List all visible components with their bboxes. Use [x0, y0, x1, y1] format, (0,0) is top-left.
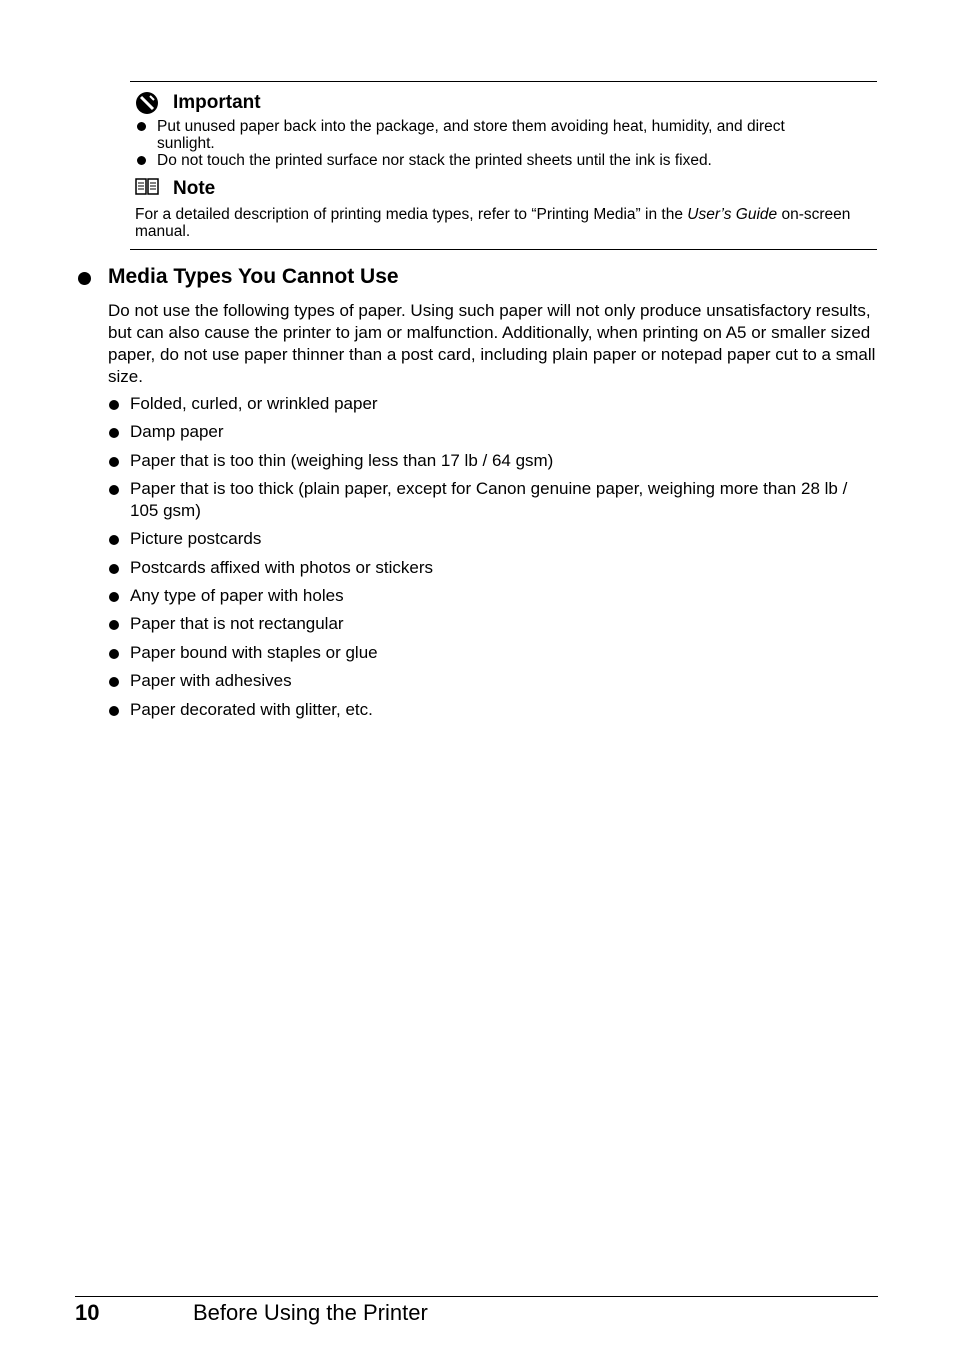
- list-item: Paper bound with staples or glue: [108, 642, 878, 664]
- list-item: Paper with adhesives: [108, 670, 878, 692]
- important-item: Do not touch the printed surface nor stack the printed sheets until the ink is fixed.: [135, 152, 845, 169]
- important-item: Put unused paper back into the package, and store them avoiding heat, humidity, and direct sunlight.: [135, 118, 845, 152]
- note-book-icon: [135, 177, 159, 201]
- list-item: Paper that is too thick (plain paper, except for Canon genuine paper, weighing more than 28 lb / 105 gsm): [108, 478, 878, 522]
- list-item: Folded, curled, or wrinkled paper: [108, 393, 878, 415]
- note-title: Note: [173, 178, 216, 199]
- note-header: [135, 177, 215, 201]
- list-item: Paper that is not rectangular: [108, 613, 878, 635]
- note-text-after: on-screen manual.: [135, 206, 851, 240]
- list-item: Damp paper: [108, 421, 878, 443]
- footer-divider: [75, 1296, 878, 1297]
- list-item: Paper that is too thin (weighing less than 17 lb / 64 gsm): [108, 450, 878, 472]
- list-item: Picture postcards: [108, 528, 878, 550]
- footer-title: Before Using the Printer: [193, 1300, 428, 1325]
- note-text-before: For a detailed description of printing media types, refer to “Printing Media” in the: [135, 206, 688, 223]
- important-header: [135, 91, 261, 115]
- list-item: Postcards affixed with photos or stickers: [108, 557, 878, 579]
- important-icon: [135, 91, 159, 115]
- section-heading: Media Types You Cannot Use: [78, 265, 399, 289]
- page-number: 10: [75, 1300, 100, 1325]
- callout-box: [130, 81, 877, 250]
- section-intro: Do not use the following types of paper. Using such paper will not only produce unsatisfactory results, but can also cause the printer to jam or malfunction. Additionally, when printing on A5 or smaller sized paper, do not use paper thinner than a post card, including plain paper or notepad paper cut to a small size.: [108, 301, 876, 386]
- note-text: [135, 206, 875, 240]
- list-item: Paper decorated with glitter, etc.: [108, 699, 878, 721]
- list-item: Any type of paper with holes: [108, 585, 878, 607]
- important-title: Important: [173, 92, 261, 113]
- users-guide-reference: User’s Guide: [687, 206, 778, 223]
